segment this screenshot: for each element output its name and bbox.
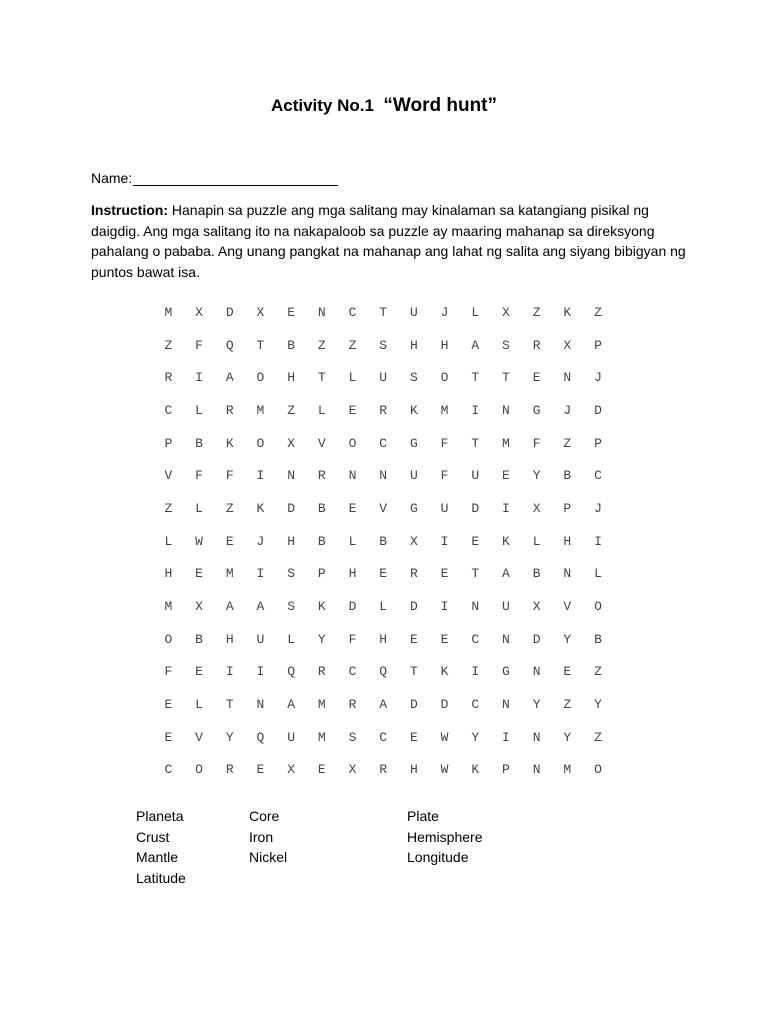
grid-letter[interactable]: I [256,566,265,582]
grid-letter[interactable]: G [409,500,418,516]
grid-letter[interactable]: I [256,664,265,680]
grid-letter[interactable]: Z [164,500,173,516]
grid-letter[interactable]: Q [379,664,388,680]
word-list-item: Plate [407,808,439,824]
grid-letter[interactable]: O [594,762,602,778]
grid-letter[interactable]: X [195,599,203,615]
grid-letter[interactable]: I [594,533,602,549]
grid-letter[interactable]: B [317,500,326,516]
grid-letter[interactable]: E [532,370,541,386]
word-list-column-1 [136,806,186,889]
word-list-item: Latitude [136,870,186,887]
grid-letter[interactable]: D [409,599,418,615]
grid-letter[interactable]: R [532,337,541,353]
grid-letter[interactable]: H [287,370,295,386]
grid-letter[interactable]: X [287,762,295,778]
grid-letter[interactable]: R [225,762,234,778]
grid-letter[interactable]: Z [164,337,173,353]
grid-letter[interactable]: Z [317,337,326,353]
grid-letter[interactable]: R [164,370,173,386]
grid-letter[interactable]: N [502,697,510,713]
grid-letter[interactable]: U [471,468,480,484]
instruction-text: Hanapin sa puzzle ang mga salitang may kinalaman sa katangiang pisikal ng daigdig. Ang mga salitang ito na nakapaloob sa puzzle ay maaring mahanap sa direksyong pahalang o pababa. Ang unang pangkat na mahanap ang lahat ng salita ang siyang bibigyan ng puntos bawat isa. [91,202,686,280]
title-main: “Word hunt” [383,95,498,116]
grid-letter[interactable]: J [440,304,449,320]
grid-letter[interactable]: K [563,304,572,320]
grid-letter[interactable]: H [287,533,295,549]
grid-letter[interactable]: M [440,402,449,418]
grid-letter[interactable]: T [471,370,480,386]
grid-letter[interactable]: L [195,697,203,713]
grid-letter[interactable]: H [409,337,418,353]
word-list-item: Core [249,808,280,824]
grid-letter[interactable]: W [440,762,449,778]
grid-letter[interactable]: A [471,337,480,353]
grid-letter[interactable]: E [164,729,173,745]
grid-letter[interactable]: W [195,533,203,549]
page-title [0,95,768,117]
grid-letter[interactable]: F [164,664,173,680]
grid-letter[interactable]: F [225,468,234,484]
name-blank-line[interactable] [133,171,338,186]
grid-letter[interactable]: F [348,631,357,647]
grid-letter[interactable]: C [471,631,480,647]
grid-letter[interactable]: I [256,468,265,484]
grid-letter[interactable]: S [348,729,357,745]
grid-letter[interactable]: U [409,304,418,320]
grid-letter[interactable]: J [563,402,572,418]
grid-letter[interactable]: M [256,402,265,418]
grid-letter[interactable]: Y [594,697,602,713]
grid-letter[interactable]: D [594,402,602,418]
grid-letter[interactable]: L [195,500,203,516]
grid-letter[interactable]: S [379,337,388,353]
grid-letter[interactable]: N [256,697,265,713]
grid-letter[interactable]: U [287,729,295,745]
grid-letter[interactable]: Y [563,631,572,647]
grid-letter[interactable]: I [440,533,449,549]
grid-letter[interactable]: D [532,631,541,647]
grid-letter[interactable]: X [256,304,265,320]
grid-letter[interactable]: B [287,337,295,353]
grid-letter[interactable]: L [379,599,388,615]
grid-letter[interactable]: X [532,500,541,516]
grid-letter[interactable]: S [287,599,295,615]
grid-letter[interactable]: F [195,468,203,484]
grid-letter[interactable]: P [594,435,602,451]
grid-letter[interactable]: I [502,500,510,516]
grid-letter[interactable]: C [348,304,357,320]
grid-letter[interactable]: Q [225,337,234,353]
grid-letter[interactable]: L [287,631,295,647]
grid-letter[interactable]: O [348,435,357,451]
grid-letter[interactable]: P [594,337,602,353]
grid-letter[interactable]: E [563,664,572,680]
word-list-column-2 [249,806,287,868]
grid-letter[interactable]: H [348,566,357,582]
word-list-item: Crust [136,828,170,845]
grid-letter[interactable]: M [317,729,326,745]
grid-letter[interactable]: H [563,533,572,549]
grid-letter[interactable]: Z [225,500,234,516]
grid-letter[interactable]: F [532,435,541,451]
grid-letter[interactable]: P [317,566,326,582]
grid-letter[interactable]: D [409,697,418,713]
word-list-item: Planeta [136,808,184,824]
grid-letter[interactable]: N [379,468,388,484]
grid-letter[interactable]: E [256,762,265,778]
grid-letter[interactable]: L [594,566,602,582]
grid-letter[interactable]: N [532,729,541,745]
grid-letter[interactable]: Z [563,435,572,451]
grid-letter[interactable]: T [317,370,326,386]
grid-letter[interactable]: I [225,664,234,680]
grid-letter[interactable]: K [502,533,510,549]
name-field [91,170,338,186]
grid-letter[interactable]: V [563,599,572,615]
grid-letter[interactable]: R [225,402,234,418]
grid-letter[interactable]: U [409,468,418,484]
grid-letter[interactable]: B [532,566,541,582]
grid-letter[interactable]: J [594,500,602,516]
grid-letter[interactable]: N [502,631,510,647]
grid-letter[interactable]: A [225,599,234,615]
grid-letter[interactable]: H [225,631,234,647]
grid-letter[interactable]: X [502,304,510,320]
grid-letter[interactable]: J [594,370,602,386]
grid-letter[interactable]: T [379,304,388,320]
grid-letter[interactable]: T [471,435,480,451]
grid-letter[interactable]: G [502,664,510,680]
grid-letter[interactable]: T [502,370,510,386]
grid-letter[interactable]: K [409,402,418,418]
grid-letter[interactable]: D [471,500,480,516]
grid-letter[interactable]: F [195,337,203,353]
grid-letter[interactable]: J [256,533,265,549]
grid-letter[interactable]: X [409,533,418,549]
word-list-item: Nickel [249,849,288,866]
grid-letter[interactable]: H [409,762,418,778]
word-list-item: Longitude [407,849,469,866]
grid-letter[interactable]: E [225,533,234,549]
grid-letter[interactable]: Y [317,631,326,647]
grid-letter[interactable]: K [317,599,326,615]
grid-letter[interactable]: T [225,697,234,713]
grid-letter[interactable]: X [348,762,357,778]
grid-letter[interactable]: S [409,370,418,386]
grid-letter[interactable]: O [440,370,449,386]
grid-letter[interactable]: K [471,762,480,778]
grid-letter[interactable]: W [440,729,449,745]
grid-letter[interactable]: P [563,500,572,516]
grid-letter[interactable]: L [195,402,203,418]
grid-letter[interactable]: C [379,435,388,451]
grid-letter[interactable]: O [594,599,602,615]
grid-letter[interactable]: H [379,631,388,647]
grid-letter[interactable]: E [409,631,418,647]
grid-letter[interactable]: Y [563,729,572,745]
word-list-column-3 [407,806,482,868]
grid-letter[interactable]: I [195,370,203,386]
grid-letter[interactable]: C [471,697,480,713]
grid-letter[interactable]: F [440,435,449,451]
grid-letter[interactable]: R [317,468,326,484]
grid-letter[interactable]: E [471,533,480,549]
grid-letter[interactable]: N [532,664,541,680]
instruction-paragraph [91,200,691,282]
title-prefix: Activity No.1 [270,96,384,115]
grid-letter[interactable]: P [502,762,510,778]
grid-letter[interactable]: L [317,402,326,418]
grid-letter[interactable]: L [164,533,173,549]
grid-letter[interactable]: I [502,729,510,745]
grid-letter[interactable]: C [164,402,173,418]
grid-letter[interactable]: E [164,697,173,713]
grid-letter[interactable]: M [502,435,510,451]
grid-letter[interactable]: B [594,631,602,647]
grid-letter[interactable]: U [502,599,510,615]
grid-letter[interactable]: S [287,566,295,582]
grid-letter[interactable]: E [195,664,203,680]
grid-letter[interactable]: M [317,697,326,713]
grid-letter[interactable]: A [256,599,265,615]
grid-letter[interactable]: N [317,304,326,320]
word-list-item: Mantle [136,849,179,866]
grid-letter[interactable]: L [532,533,541,549]
grid-letter[interactable]: N [532,762,541,778]
grid-letter[interactable]: T [471,566,480,582]
instruction-label: Instruction: [91,202,168,218]
grid-letter[interactable]: G [532,402,541,418]
grid-letter[interactable]: E [348,402,357,418]
grid-letter[interactable]: X [287,435,295,451]
grid-letter[interactable]: Q [287,664,295,680]
grid-letter[interactable]: X [563,337,572,353]
grid-letter[interactable]: S [502,337,510,353]
grid-letter[interactable]: C [348,664,357,680]
grid-letter[interactable]: B [195,631,203,647]
grid-letter[interactable]: V [195,729,203,745]
grid-letter[interactable]: L [348,370,357,386]
grid-letter[interactable]: H [440,337,449,353]
grid-letter[interactable]: I [471,402,480,418]
grid-letter[interactable]: E [409,729,418,745]
grid-letter[interactable]: Y [225,729,234,745]
grid-letter[interactable]: H [164,566,173,582]
grid-letter[interactable]: E [440,566,449,582]
grid-letter[interactable]: Z [532,304,541,320]
grid-letter[interactable]: P [164,435,173,451]
grid-letter[interactable]: B [195,435,203,451]
grid-letter[interactable]: N [563,566,572,582]
grid-letter[interactable]: Z [287,402,295,418]
grid-letter[interactable]: M [563,762,572,778]
grid-letter[interactable]: N [502,402,510,418]
grid-letter[interactable]: R [317,664,326,680]
grid-letter[interactable]: Z [563,697,572,713]
grid-letter[interactable]: E [502,468,510,484]
grid-letter[interactable]: N [348,468,357,484]
grid-letter[interactable]: L [348,533,357,549]
grid-letter[interactable]: E [440,631,449,647]
grid-letter[interactable]: C [164,762,173,778]
grid-letter[interactable]: Z [594,304,602,320]
grid-letter[interactable]: Z [348,337,357,353]
grid-letter[interactable]: Z [594,664,602,680]
grid-letter[interactable]: D [348,599,357,615]
grid-letter[interactable]: D [225,304,234,320]
grid-letter[interactable]: F [440,468,449,484]
grid-letter[interactable]: B [563,468,572,484]
grid-letter[interactable]: Y [532,697,541,713]
grid-letter[interactable]: I [471,664,480,680]
grid-letter[interactable]: A [287,697,295,713]
grid-letter[interactable]: E [317,762,326,778]
grid-letter[interactable]: M [164,599,173,615]
grid-letter[interactable]: G [409,435,418,451]
grid-letter[interactable]: K [225,435,234,451]
name-label: Name: [91,170,133,186]
grid-letter[interactable]: O [256,435,265,451]
word-list-item: Iron [249,828,274,845]
grid-letter[interactable]: M [164,304,173,320]
grid-letter[interactable]: D [440,697,449,713]
grid-letter[interactable]: Q [256,729,265,745]
word-list-item: Hemisphere [407,828,483,845]
grid-letter[interactable]: O [164,631,173,647]
grid-letter[interactable]: U [379,370,388,386]
grid-letter[interactable]: V [317,435,326,451]
grid-letter[interactable]: A [502,566,510,582]
grid-letter[interactable]: U [440,500,449,516]
grid-letter[interactable]: V [379,500,388,516]
grid-letter[interactable]: A [225,370,234,386]
grid-letter[interactable]: T [256,337,265,353]
grid-letter[interactable]: N [287,468,295,484]
grid-letter[interactable]: E [287,304,295,320]
word-search-grid [153,296,613,786]
grid-letter[interactable]: D [287,500,295,516]
grid-letter[interactable]: Z [594,729,602,745]
grid-letter[interactable]: X [195,304,203,320]
grid-letter[interactable]: R [348,697,357,713]
grid-letter[interactable]: E [348,500,357,516]
grid-letter[interactable]: R [379,762,388,778]
grid-letter[interactable]: M [225,566,234,582]
grid-letter[interactable]: E [379,566,388,582]
grid-letter[interactable]: C [379,729,388,745]
grid-letter[interactable]: E [195,566,203,582]
grid-letter[interactable]: R [409,566,418,582]
grid-letter[interactable]: T [409,664,418,680]
grid-letter[interactable]: N [563,370,572,386]
grid-letter[interactable]: C [594,468,602,484]
grid-letter[interactable]: X [532,599,541,615]
grid-letter[interactable]: K [440,664,449,680]
grid-letter[interactable]: O [256,370,265,386]
grid-letter[interactable]: N [471,599,480,615]
grid-letter[interactable]: L [471,304,480,320]
grid-letter[interactable]: Y [532,468,541,484]
grid-letter[interactable]: I [440,599,449,615]
grid-letter[interactable]: O [195,762,203,778]
grid-letter[interactable]: V [164,468,173,484]
grid-letter[interactable]: R [379,402,388,418]
grid-letter[interactable]: A [379,697,388,713]
grid-letter[interactable]: B [317,533,326,549]
grid-letter[interactable]: B [379,533,388,549]
grid-letter[interactable]: Y [471,729,480,745]
grid-letter[interactable]: U [256,631,265,647]
grid-letter[interactable]: K [256,500,265,516]
